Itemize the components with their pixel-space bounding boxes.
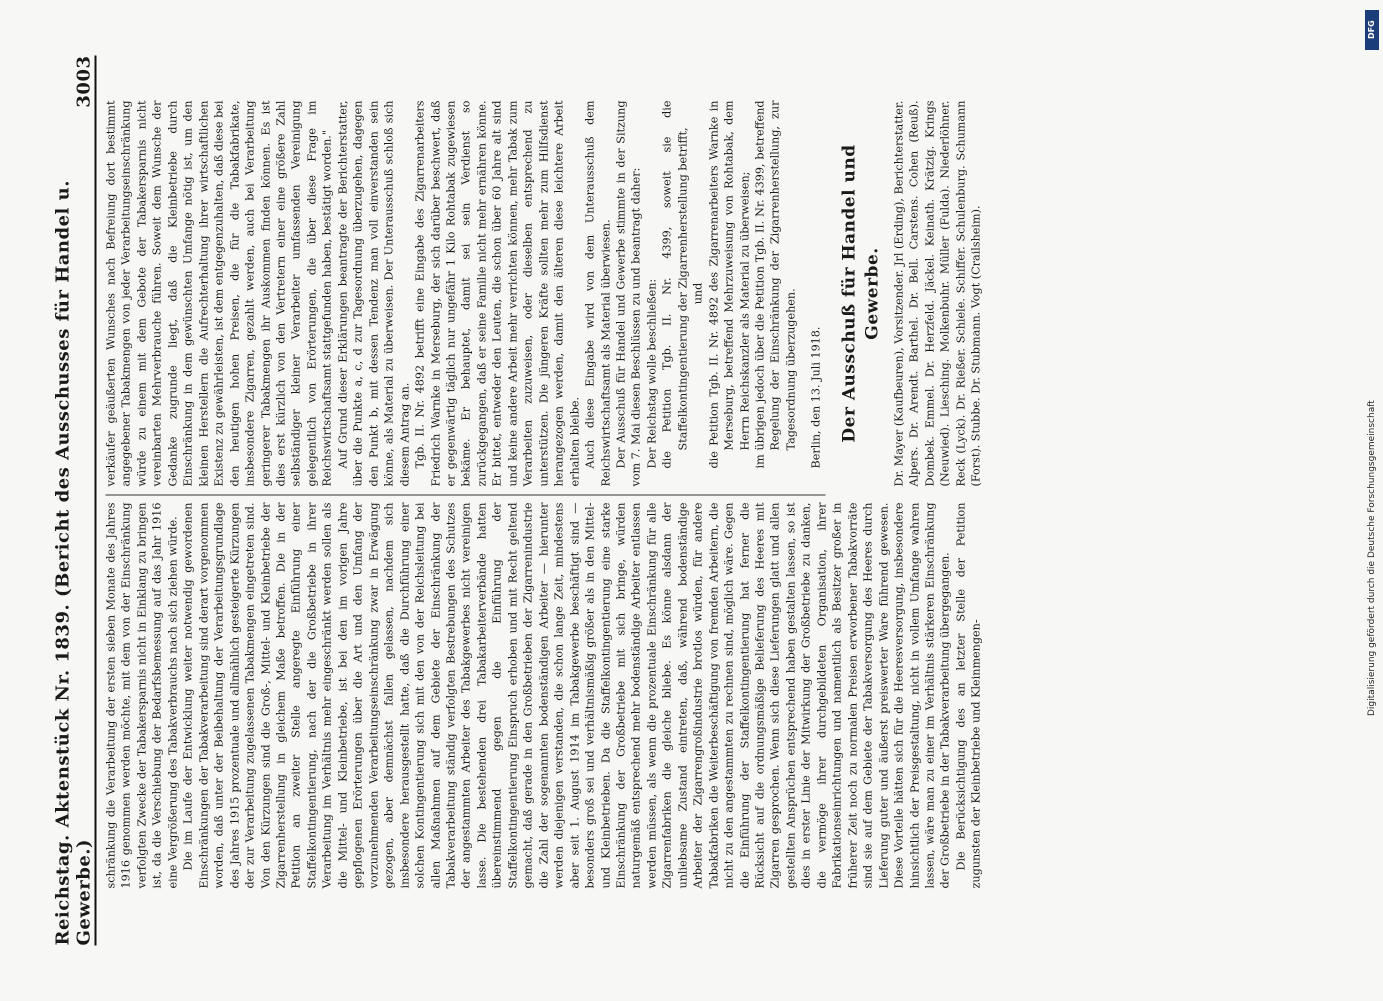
page-header bbox=[52, 55, 97, 946]
running-title: Reichstag. Aktenstück Nr. 1839. (Bericht des Ausschusses für Handel u. Gewerbe.) bbox=[52, 180, 95, 946]
left-paragraph: schränkung die Verarbeitung der ersten sieben Monate des Jahres 1916 genommen werden möchte, mit dem von der Einschränkung verfolgten Zwecke der Tabakersparnis nicht in Einklang zu bringen ist, da die Verschiebung der Bedarfsbemessung auf das Jahr 1916 eine Vergrößerung des Tabakverbrauchs nach sich ziehen würde. bbox=[104, 502, 180, 889]
left-column bbox=[104, 503, 985, 889]
resolution-intro: Der Reichstag wolle beschließen: bbox=[645, 278, 659, 469]
rotated-page bbox=[0, 1, 1383, 1001]
committee-title: Der Ausschuß für Handel und Gewerbe. bbox=[839, 144, 883, 443]
right-column bbox=[104, 101, 984, 487]
committee-members: Dr. Mayer (Kaufbeuren), Vorsitzender. Jrl (Erding), Berichterstatter. Alpers. Dr. Arendt. Barthel. Dr. Bell. Carstens. Cohen (Reuß). Dombek. Emmel. Dr. Herzfeld. Jäckel. Keinath. Krätzig. Krings (Neuwied). Liesching. Molkenbuhr. Müller (Fulda). Niederlöhner. Reck (Lyck). Dr. Rießer. Schiele. Schiffer. Schulenburg. Schumann (Forst). Stubbe. Dr. Stubmann. Vogt (Crailsheim). bbox=[892, 100, 983, 487]
page-number: 3003 bbox=[73, 55, 95, 108]
resolution-item: im übrigen jedoch über die Petition Tgb. II. Nr. 4399, betreffend Regelung der Einschränkung der Zigarrenherstellung, zur Tagesordnung überzugehen. bbox=[753, 100, 798, 469]
left-paragraph: Die Berücksichtigung des an letzter Stelle der Petition zugunsten der Kleinbetriebe und Kleinmengen- bbox=[954, 502, 983, 889]
right-paragraph: Der Ausschuß für Handel und Gewerbe stimmte in der Sitzung vom 7. Mai diesen Beschlüssen zu und beantragt daher: bbox=[614, 100, 643, 487]
resolution-and: und bbox=[691, 282, 705, 305]
resolution-item: die Petition Tgb. II. Nr. 4399, soweit sie die Staffelkontingentierung der Zigarrenherstellung betrifft, bbox=[660, 100, 690, 469]
left-paragraph: Die im Laufe der Entwicklung weiter notwendig gewordenen Einschränkungen der Tabakverarbeitung sind derart vorgenommen worden, daß unter der Beibehaltung der Verarbeitungsgrundlage des Jahres 1915 prozentuale und allmählich gesteigerte Kürzungen der zur Verarbeitung zugelassenen Tabakmengen eingetreten sind. Von den Kürzungen sind die Groß-, Mittel- und Kleinbetriebe der Zigarrenherstellung in gleichem Maße betroffen. Die in der Petition an zweiter Stelle angeregte Einführung einer Staffelkontingentierung, nach der die Großbetriebe in ihrer Verarbeitung im Verhältnis mehr eingeschränkt werden sollen als die Mittel- und Kleinbetriebe, ist bei den im vorigen Jahre gepflogenen Erörterungen über die Art und den Umfang der vorzunehmenden Verarbeitungseinschränkung zwar in Erwägung gezogen, aber demnächst fallen gelassen, nachdem sich insbesondere herausgestellt hatte, daß die Durchführung einer solchen Kontingentierung sich mit den von der Reichsleitung bei allen Maßnahmen auf dem Gebiete der Einschränkung der Tabakverarbeitung ständig verfolgten Bestrebungen des Schutzes der angestammten Arbeiter des Tabakgewerbes nicht vereinigen lasse. Die bestehenden drei Tabakarbeiterverbände hatten übereinstimmend gegen die Einführung der Staffelkontingentierung Einspruch erhoben und mit Recht geltend gemacht, daß gerade in den Großbetrieben der Zigarrenindustrie die Zahl der sogenannten bodenständigen Arbeiter — hierunter werden diejenigen verstanden, die schon lange Zeit, mindestens aber seit 1. August 1914 im Tabakgewerbe beschäftigt sind — besonders groß sei und verhältnismäßig größer als in den Mittel- und Kleinbetrieben. Da die Staffelkontingentierung eine starke Einschränkung der Großbetriebe mit sich bringe, würden naturgemäß entsprechend mehr bodenständige Arbeiter entlassen werden müssen, als wenn die prozentuale Einschränkung für alle Zigarrenfabriken die gleiche bliebe. Es könne alsdann der unliebsame Zustand eintreten, daß, während bodenständige Arbeiter der Zigarrengroßindustrie brotlos würden, für andere Tabakfabriken die Weiterbeschäftigung von fremden Arbeitern, die nicht zu den angestammten zu rechnen sind, möglich wäre. Gegen die Einführung der Staffelkontingentierung hat ferner die Rücksicht auf die ordnungsmäßige Belieferung des Heeres mit Zigarren gesprochen. Wenn sich diese Lieferungen glatt und allen gestellten Ansprüchen entsprechend haben gestalten lassen, so ist dies in erster Linie der Mitwirkung der Großbetriebe zu danken, die vermöge ihrer durchgebildeten Organisation, ihrer Fabrikationseinrichtungen und namentlich als Besitzer großer in früherer Zeit noch zu normalen Preisen erworbener Tabakvorräte sind sie auf dem Gebiete der Tabakversorgung des Heeres durch Lieferung guter und äußerst preiswerter Ware führend gewesen. Diese Vorteile hätten sich für die Heeresversorgung, insbesondere hinsichtlich der Preisgestaltung, nicht in vollem Umfange wahren lassen, wäre man zu einer im Verhältnis stärkeren Einschränkung der Großbetriebe in der Tabakverarbeitung übergegangen. bbox=[181, 502, 952, 889]
right-paragraph: Auch diese Eingabe wird von dem Unterausschuß dem Reichswirtschaftsamt als Material überwiesen. bbox=[583, 100, 612, 487]
right-paragraph: Tgb. II. Nr. 4892 betrifft eine Eingabe des Zigarrenarbeiters Friedrich Warnke in Merseburg, der sich darüber beschwert, daß er gegenwärtig täglich nur ungefähr 1 Kilo Rohtabak zugewiesen bekäme. Er behauptet, damit sei sein Verdienst so zurückgegangen, daß er seine Familie nicht mehr ernähren könne. Er bittet, entweder den Leuten, die schon über 60 Jahre alt sind und keine andere Arbeit mehr verrichten können, mehr Tabak zum Verarbeiten zuzuweisen, oder dieselben entsprechend zu unterstützen. Die jüngeren Kräfte sollten mehr zum Hilfsdienst herangezogen werden, damit den älteren diese leichtere Arbeit erhalten bleibe. bbox=[413, 100, 582, 487]
signature-date: Berlin, den 13. Juli 1918. bbox=[809, 326, 823, 469]
dfg-funding-note: Digitalisierung gefördert durch die Deutsche Forschungsgemeinschaft bbox=[1367, 400, 1377, 716]
right-paragraph: verkäufer geäußerten Wunsches nach Befreiung dort bestimmt angegebener Tabakmengen von jeder Verarbeitungseinschränkung würde zu einem mit dem Gebote der Tabakersparnis nicht vereinbarten Mehrverbrauche führen. Soweit dem Wunsche der Gedanke zugrunde liegt, daß die Kleinbetriebe durch Einschränkung in dem gewünschten Umfange nötig ist, um den kleinen Herstellern die Aufrechterhaltung ihrer wirtschaftlichen Existenz zu gewährleisten, ist dem entgegenzuhalten, daß diese bei den heutigen hohen Preisen, die für die Tabakfabrikate, insbesondere Zigarren, gezahlt werden, auch bei Verarbeitung geringerer Tabakmengen ihr Auskommen finden können. Es ist dies erst kürzlich von den Vertretern einer eine größere Zahl selbständiger kleiner Verarbeiter umfassenden Vereinigung gelegentlich von Erörterungen, die über diese Frage im Reichswirtschaftsamt stattgefunden haben, bestätigt worden." bbox=[104, 100, 334, 487]
column-divider bbox=[106, 495, 826, 496]
right-paragraph: Auf Grund dieser Erklärungen beantragte der Berichterstatter, über die Punkte a, c, d zur Tagesordnung überzugehen, dagegen den Punkt b, mit dessen Tendenz man voll einverstanden sein könne, als Material zu überweisen. Der Unterausschuß schloß sich diesem Antrag an. bbox=[336, 100, 412, 487]
resolution-item: die Petition Tgb. II. Nr. 4892 des Zigarrenarbeiters Warnke in Merseburg, betreffend Mehrzuweisung von Rohtabak, dem Herrn Reichskanzler als Material zu überweisen; bbox=[707, 100, 752, 469]
dfg-logo-icon: DFG bbox=[1365, 10, 1379, 50]
